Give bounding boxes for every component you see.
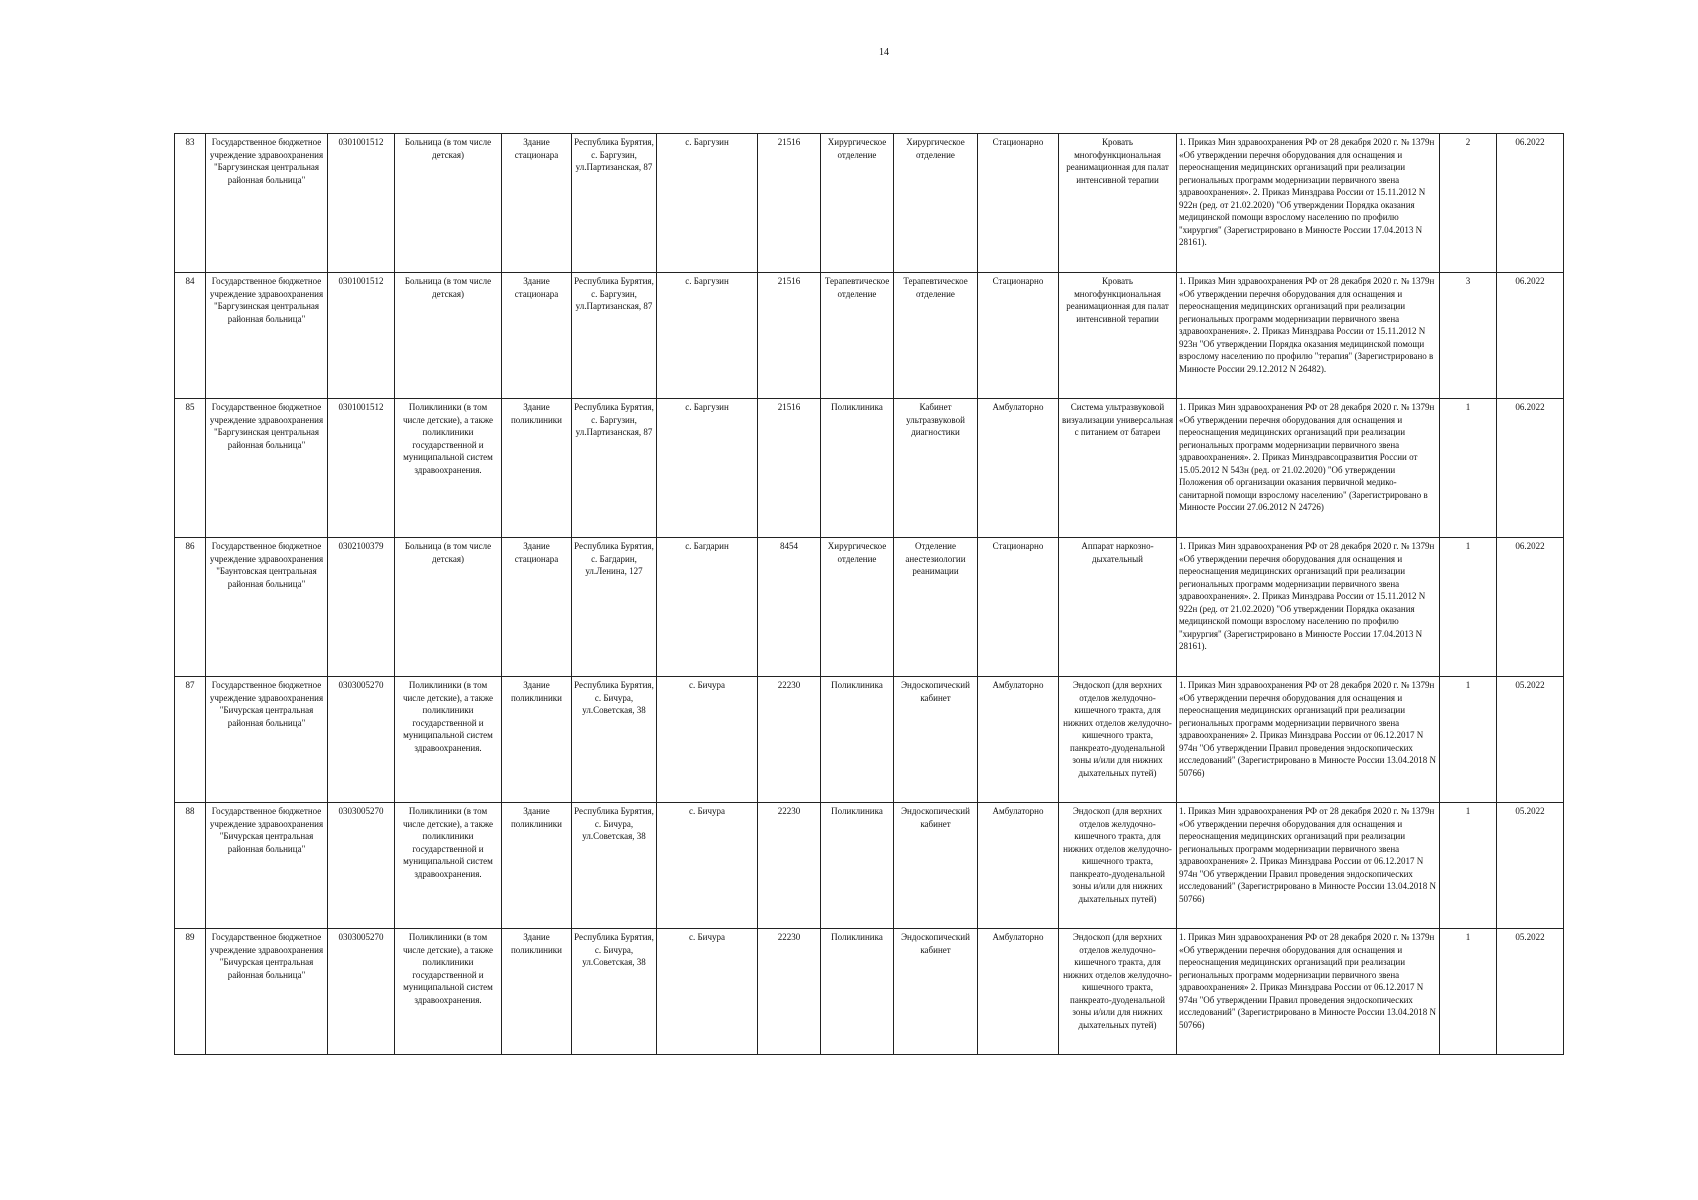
population: 21516 <box>758 134 821 273</box>
organization-code: 0303005270 <box>328 803 395 929</box>
row-number: 87 <box>175 677 206 803</box>
row-number: 83 <box>175 134 206 273</box>
locality: с. Бичура <box>657 803 758 929</box>
care-form: Стационарно <box>978 134 1059 273</box>
locality: с. Бичура <box>657 929 758 1055</box>
population: 21516 <box>758 399 821 538</box>
organization-code: 0303005270 <box>328 929 395 1055</box>
unit: Эндоскопический кабинет <box>894 929 978 1055</box>
organization-code: 0301001512 <box>328 134 395 273</box>
address: Республика Бурятия, с. Бичура, ул.Советская, 38 <box>572 677 657 803</box>
population: 8454 <box>758 538 821 677</box>
department: Хирургическое отделение <box>821 538 894 677</box>
building: Здание поликлиники <box>502 677 572 803</box>
date: 05.2022 <box>1497 929 1564 1055</box>
organization-name: Государственное бюджетное учреждение здравоохранения "Баргузинская центральная районная больница" <box>206 399 328 538</box>
equipment: Кровать многофункциональная реанимационная для палат интенсивной терапии <box>1059 273 1177 399</box>
quantity: 2 <box>1440 134 1497 273</box>
organization-code: 0303005270 <box>328 677 395 803</box>
quantity: 1 <box>1440 399 1497 538</box>
organization-code: 0301001512 <box>328 399 395 538</box>
facility-type: Поликлиники (в том числе детские), а также поликлиники государственной и муниципальной систем здравоохранения. <box>395 803 502 929</box>
population: 22230 <box>758 677 821 803</box>
population: 22230 <box>758 929 821 1055</box>
date: 06.2022 <box>1497 399 1564 538</box>
quantity: 3 <box>1440 273 1497 399</box>
care-form: Амбулаторно <box>978 399 1059 538</box>
equipment: Кровать многофункциональная реанимационная для палат интенсивной терапии <box>1059 134 1177 273</box>
department: Хирургическое отделение <box>821 134 894 273</box>
organization-name: Государственное бюджетное учреждение здравоохранения "Бичурская центральная районная больница" <box>206 677 328 803</box>
legal-basis: 1. Приказ Мин здравоохранения РФ от 28 декабря 2020 г. № 1379н «Об утверждении перечня оборудования для оснащения и переоснащения медицинских организаций при реализации региональных программ модернизации первичного звена здравоохранения» 2. Приказ Минздрава России от 06.12.2017 N 974н "Об утверждении Правил проведения эндоскопических исследований" (Зарегистрировано в Минюсте России 13.04.2018 N 50766) <box>1177 677 1440 803</box>
equipment: Эндоскоп (для верхних отделов желудочно-кишечного тракта, для нижних отделов желудочно-кишечного тракта, панкреато-дуоденальной зоны и/или для нижних дыхательных путей) <box>1059 677 1177 803</box>
quantity: 1 <box>1440 538 1497 677</box>
quantity: 1 <box>1440 803 1497 929</box>
population: 21516 <box>758 273 821 399</box>
department: Терапевтическое отделение <box>821 273 894 399</box>
building: Здание стационара <box>502 538 572 677</box>
date: 06.2022 <box>1497 538 1564 677</box>
facility-type: Поликлиники (в том числе детские), а также поликлиники государственной и муниципальной систем здравоохранения. <box>395 929 502 1055</box>
facility-type: Больница (в том числе детская) <box>395 538 502 677</box>
department: Поликлиника <box>821 803 894 929</box>
table-row <box>175 677 1564 803</box>
legal-basis: 1. Приказ Мин здравоохранения РФ от 28 декабря 2020 г. № 1379н «Об утверждении перечня оборудования для оснащения и переоснащения медицинских организаций при реализации региональных программ модернизации первичного звена здравоохранения» 2. Приказ Минздрава России от 06.12.2017 N 974н "Об утверждении Правил проведения эндоскопических исследований" (Зарегистрировано в Минюсте России 13.04.2018 N 50766) <box>1177 803 1440 929</box>
legal-basis: 1. Приказ Мин здравоохранения РФ от 28 декабря 2020 г. № 1379н «Об утверждении перечня оборудования для оснащения и переоснащения медицинских организаций при реализации региональных программ модернизации первичного звена здравоохранения». 2. Приказ Минздрава России от 15.11.2012 N 923н "Об утверждении Порядка оказания медицинской помощи взрослому населению по профилю "терапия" (Зарегистрировано в Минюсте России 29.12.2012 N 26482). <box>1177 273 1440 399</box>
building: Здание поликлиники <box>502 399 572 538</box>
locality: с. Баргузин <box>657 399 758 538</box>
equipment: Аппарат наркозно-дыхательный <box>1059 538 1177 677</box>
equipment: Эндоскоп (для верхних отделов желудочно-кишечного тракта, для нижних отделов желудочно-кишечного тракта, панкреато-дуоденальной зоны и/или для нижних дыхательных путей) <box>1059 803 1177 929</box>
department: Поликлиника <box>821 677 894 803</box>
unit: Терапевтическое отделение <box>894 273 978 399</box>
building: Здание стационара <box>502 273 572 399</box>
table-row <box>175 803 1564 929</box>
facility-type: Больница (в том числе детская) <box>395 273 502 399</box>
facility-type: Поликлиники (в том числе детские), а также поликлиники государственной и муниципальной систем здравоохранения. <box>395 399 502 538</box>
care-form: Амбулаторно <box>978 929 1059 1055</box>
care-form: Амбулаторно <box>978 677 1059 803</box>
table-row <box>175 538 1564 677</box>
unit: Хирургическое отделение <box>894 134 978 273</box>
row-number: 84 <box>175 273 206 399</box>
row-number: 89 <box>175 929 206 1055</box>
row-number: 85 <box>175 399 206 538</box>
unit: Отделение анестезиологии реанимации <box>894 538 978 677</box>
table-row <box>175 399 1564 538</box>
date: 05.2022 <box>1497 677 1564 803</box>
quantity: 1 <box>1440 677 1497 803</box>
legal-basis: 1. Приказ Мин здравоохранения РФ от 28 декабря 2020 г. № 1379н «Об утверждении перечня оборудования для оснащения и переоснащения медицинских организаций при реализации региональных программ модернизации первичного звена здравоохранения». 2. Приказ Минздрава России от 15.11.2012 N 922н (ред. от 21.02.2020) "Об утверждении Порядка оказания медицинской помощи взрослому населению по профилю "хирургия" (Зарегистрировано в Минюсте России 17.04.2013 N 28161). <box>1177 538 1440 677</box>
building: Здание поликлиники <box>502 803 572 929</box>
address: Республика Бурятия, с. Бичура, ул.Советская, 38 <box>572 929 657 1055</box>
department: Поликлиника <box>821 929 894 1055</box>
unit: Эндоскопический кабинет <box>894 677 978 803</box>
organization-code: 0302100379 <box>328 538 395 677</box>
table-row <box>175 273 1564 399</box>
date: 06.2022 <box>1497 273 1564 399</box>
building: Здание стационара <box>502 134 572 273</box>
organization-name: Государственное бюджетное учреждение здравоохранения "Баргузинская центральная районная больница" <box>206 134 328 273</box>
legal-basis: 1. Приказ Мин здравоохранения РФ от 28 декабря 2020 г. № 1379н «Об утверждении перечня оборудования для оснащения и переоснащения медицинских организаций при реализации региональных программ модернизации первичного звена здравоохранения» 2. Приказ Минздрава России от 06.12.2017 N 974н "Об утверждении Правил проведения эндоскопических исследований" (Зарегистрировано в Минюсте России 13.04.2018 N 50766) <box>1177 929 1440 1055</box>
address: Республика Бурятия, с. Баргузин, ул.Партизанская, 87 <box>572 134 657 273</box>
locality: с. Баргузин <box>657 134 758 273</box>
organization-code: 0301001512 <box>328 273 395 399</box>
table-row <box>175 929 1564 1055</box>
date: 06.2022 <box>1497 134 1564 273</box>
building: Здание поликлиники <box>502 929 572 1055</box>
facility-type: Больница (в том числе детская) <box>395 134 502 273</box>
row-number: 86 <box>175 538 206 677</box>
quantity: 1 <box>1440 929 1497 1055</box>
locality: с. Багдарин <box>657 538 758 677</box>
organization-name: Государственное бюджетное учреждение здравоохранения "Баргузинская центральная районная больница" <box>206 273 328 399</box>
care-form: Амбулаторно <box>978 803 1059 929</box>
care-form: Стационарно <box>978 273 1059 399</box>
care-form: Стационарно <box>978 538 1059 677</box>
address: Республика Бурятия, с. Багдарин, ул.Ленина, 127 <box>572 538 657 677</box>
department: Поликлиника <box>821 399 894 538</box>
locality: с. Бичура <box>657 677 758 803</box>
organization-name: Государственное бюджетное учреждение здравоохранения "Бичурская центральная районная больница" <box>206 803 328 929</box>
address: Республика Бурятия, с. Баргузин, ул.Партизанская, 87 <box>572 399 657 538</box>
page-number: 14 <box>879 47 889 58</box>
population: 22230 <box>758 803 821 929</box>
legal-basis: 1. Приказ Мин здравоохранения РФ от 28 декабря 2020 г. № 1379н «Об утверждении перечня оборудования для оснащения и переоснащения медицинских организаций при реализации региональных программ модернизации первичного звена здравоохранения». 2. Приказ Минздравсоцразвития России от 15.05.2012 N 543н (ред. от 21.02.2020) "Об утверждении Положения об организации оказания первичной медико-санитарной помощи взрослому населению" (Зарегистрировано в Минюсте России 27.06.2012 N 24726) <box>1177 399 1440 538</box>
address: Республика Бурятия, с. Баргузин, ул.Партизанская, 87 <box>572 273 657 399</box>
row-number: 88 <box>175 803 206 929</box>
locality: с. Баргузин <box>657 273 758 399</box>
equipment: Система ультразвуковой визуализации универсальная с питанием от батареи <box>1059 399 1177 538</box>
table-row <box>175 134 1564 273</box>
unit: Эндоскопический кабинет <box>894 803 978 929</box>
legal-basis: 1. Приказ Мин здравоохранения РФ от 28 декабря 2020 г. № 1379н «Об утверждении перечня оборудования для оснащения и переоснащения медицинских организаций при реализации региональных программ модернизации первичного звена здравоохранения». 2. Приказ Минздрава России от 15.11.2012 N 922н (ред. от 21.02.2020) "Об утверждении Порядка оказания медицинской помощи взрослому населению по профилю "хирургия" (Зарегистрировано в Минюсте России 17.04.2013 N 28161). <box>1177 134 1440 273</box>
equipment: Эндоскоп (для верхних отделов желудочно-кишечного тракта, для нижних отделов желудочно-кишечного тракта, панкреато-дуоденальной зоны и/или для нижних дыхательных путей) <box>1059 929 1177 1055</box>
date: 05.2022 <box>1497 803 1564 929</box>
facility-type: Поликлиники (в том числе детские), а также поликлиники государственной и муниципальной систем здравоохранения. <box>395 677 502 803</box>
unit: Кабинет ультразвуковой диагностики <box>894 399 978 538</box>
organization-name: Государственное бюджетное учреждение здравоохранения "Баунтовская центральная районная больница" <box>206 538 328 677</box>
address: Республика Бурятия, с. Бичура, ул.Советская, 38 <box>572 803 657 929</box>
organization-name: Государственное бюджетное учреждение здравоохранения "Бичурская центральная районная больница" <box>206 929 328 1055</box>
equipment-table <box>174 133 1564 1055</box>
